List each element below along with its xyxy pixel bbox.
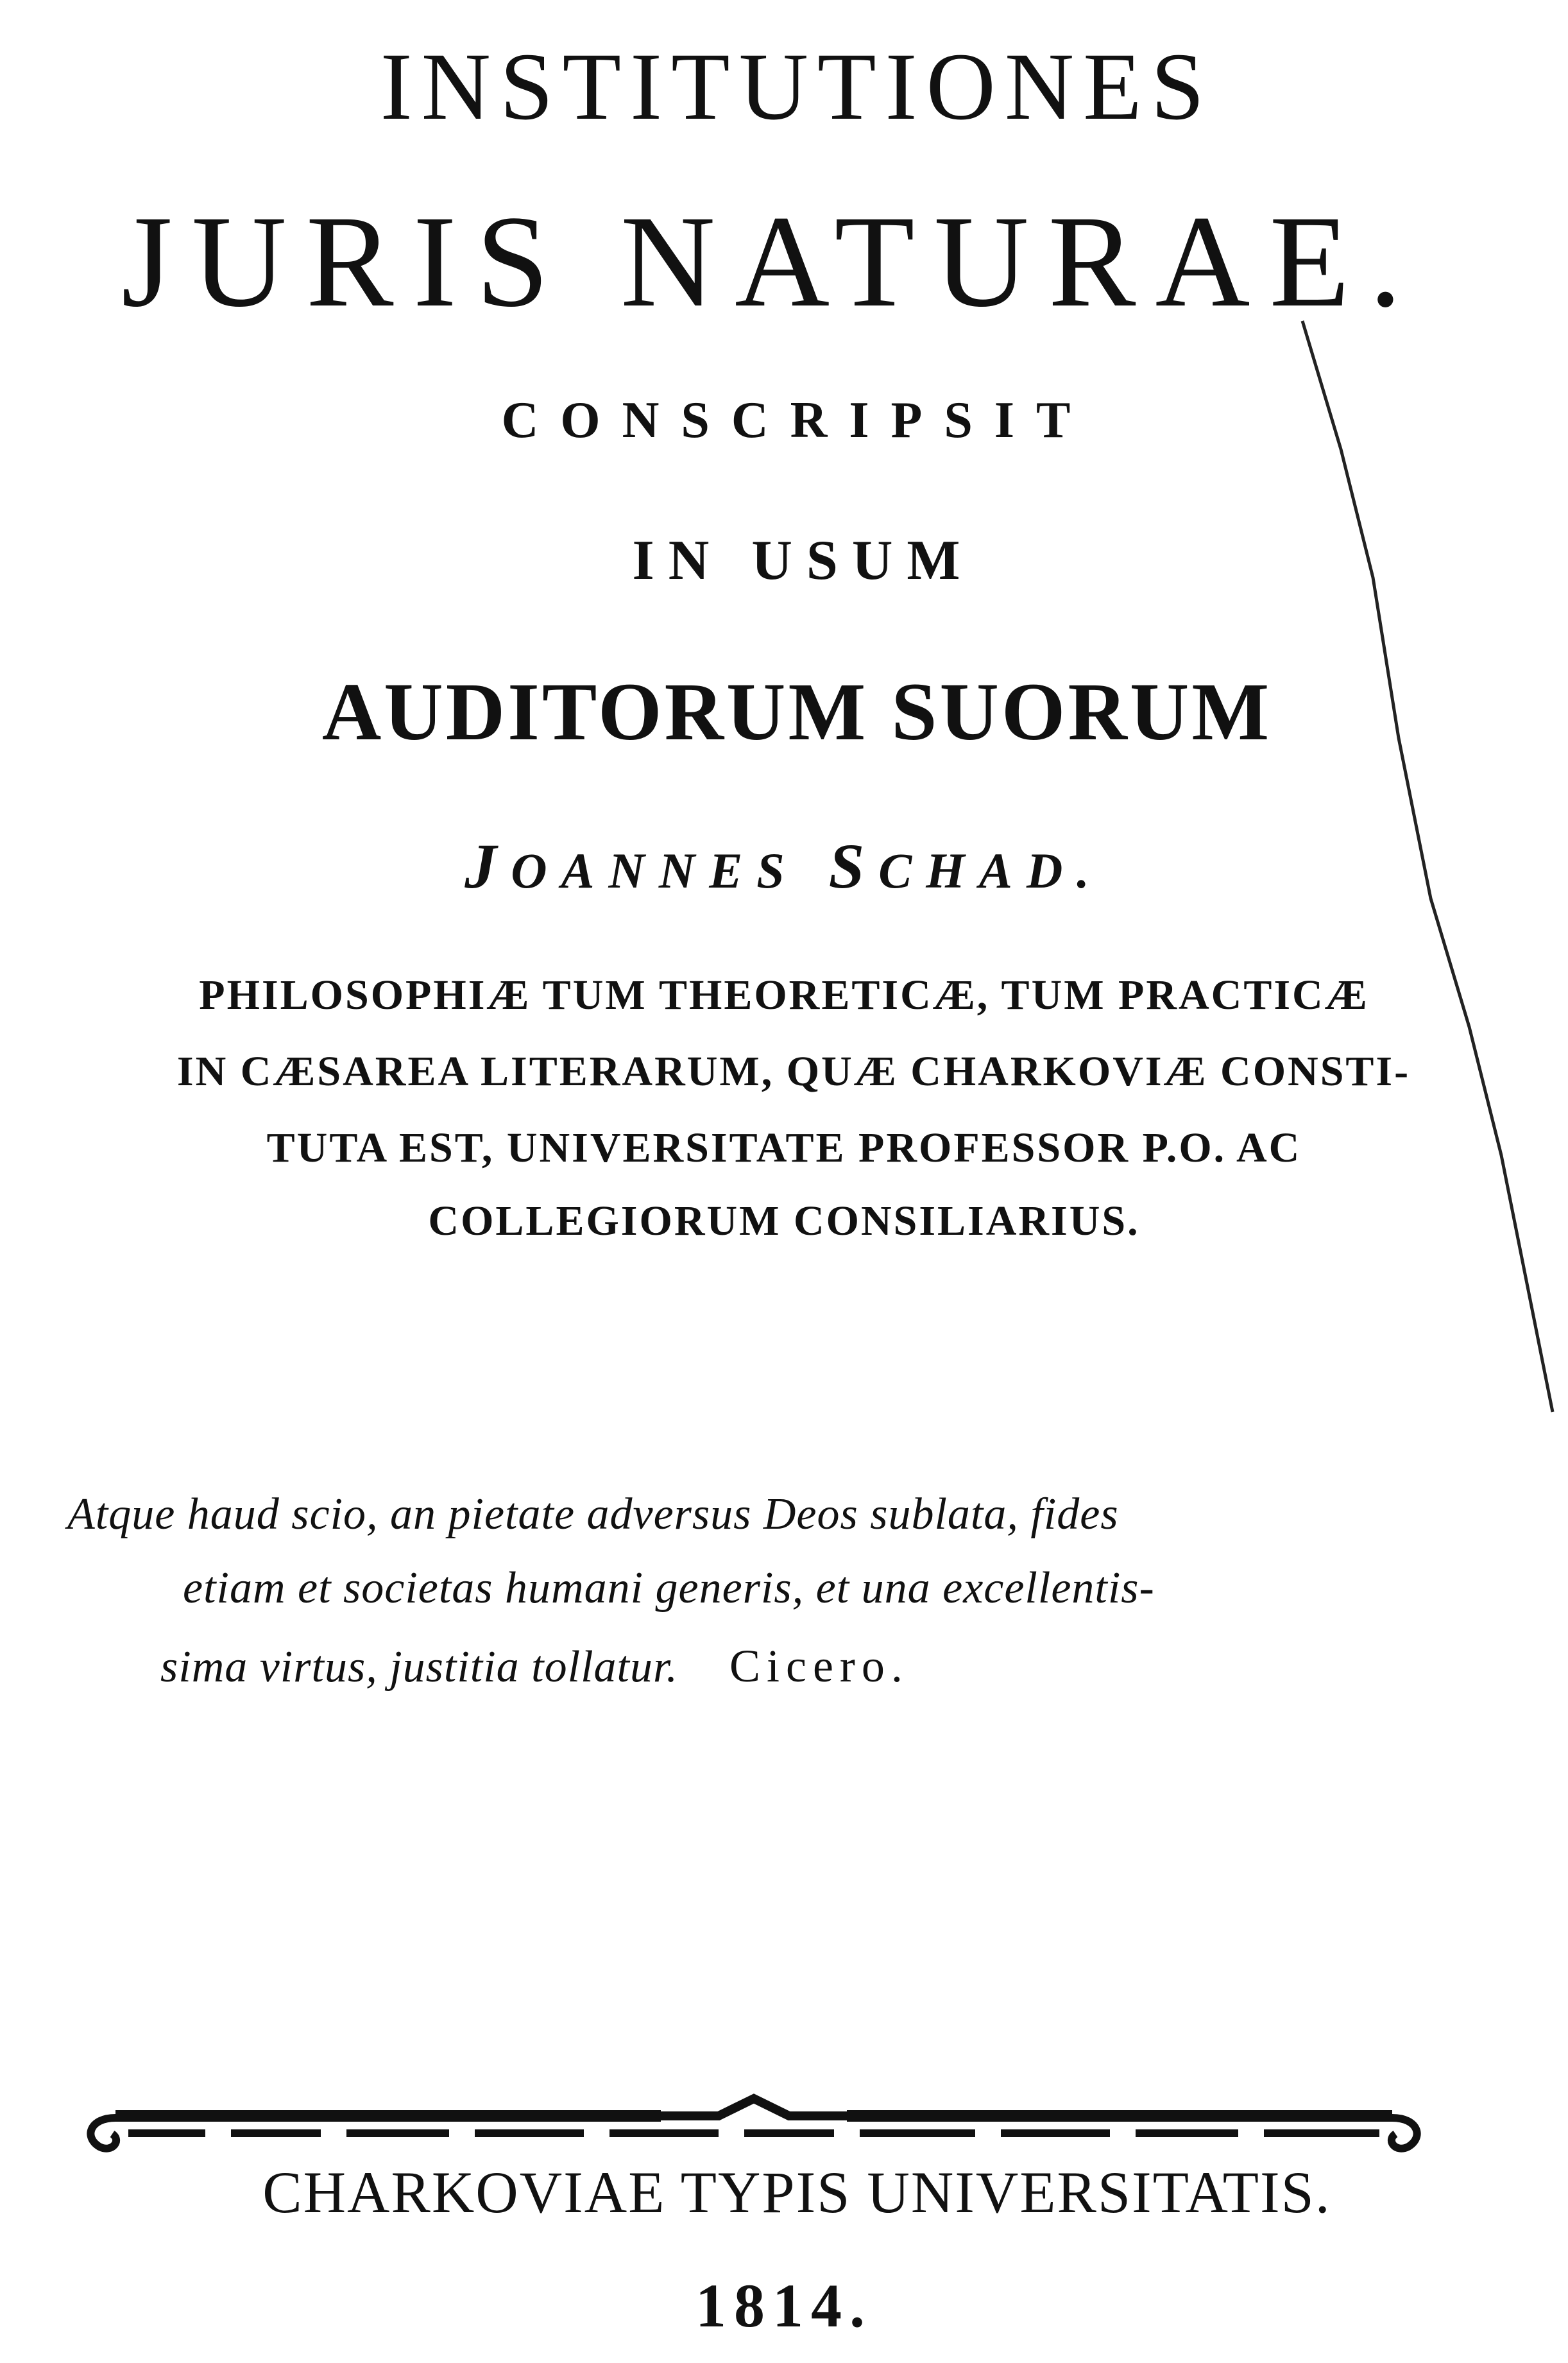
title-line-1: INSTITUTIONES [380,33,1214,140]
epigraph-line-1: Atque haud scio, an pietate adversus Deos sublata, fides [67,1490,1119,1539]
conscripsit-heading: CONSCRIPSIT [501,392,1093,449]
epigraph-line-3 [160,1640,909,1692]
author-first-initial: J [464,830,511,902]
publication-year: 1814. [695,2271,873,2340]
imprint-line: CHARKOVIAE TYPIS UNIVERSITATIS. [262,2160,1331,2225]
auditorum-heading: AUDITORUM SUORUM [321,666,1272,757]
author-first-rest: OANNES [511,843,799,898]
affiliation-line-3: TUTA EST, UNIVERSITATE PROFESSOR P.O. AC [266,1124,1302,1171]
affiliation-line-4: COLLEGIORUM CONSILIARIUS. [428,1198,1140,1244]
author-name [0,830,1568,902]
ornamental-rule [77,2086,1431,2163]
in-usum-heading: IN USUM [632,529,975,592]
title-line-2: JURIS NATURAE. [121,189,1421,334]
affiliation-line-1: PHILOSOPHIÆ TUM THEORETICÆ, TUM PRACTICÆ [199,972,1369,1018]
author-last-rest: CHAD. [878,843,1104,898]
affiliation-line-2: IN CÆSAREA LITERARUM, QUÆ CHARKOVIÆ CONSTI- [176,1048,1411,1095]
epigraph-line-3-text: sima virtus, justitia tollatur. [160,1642,678,1692]
author-last-initial: S [828,830,879,902]
epigraph-line-2: etiam et societas humani generis, et una excellentis- [183,1563,1155,1613]
epigraph-attribution: Cicero. [729,1640,909,1692]
